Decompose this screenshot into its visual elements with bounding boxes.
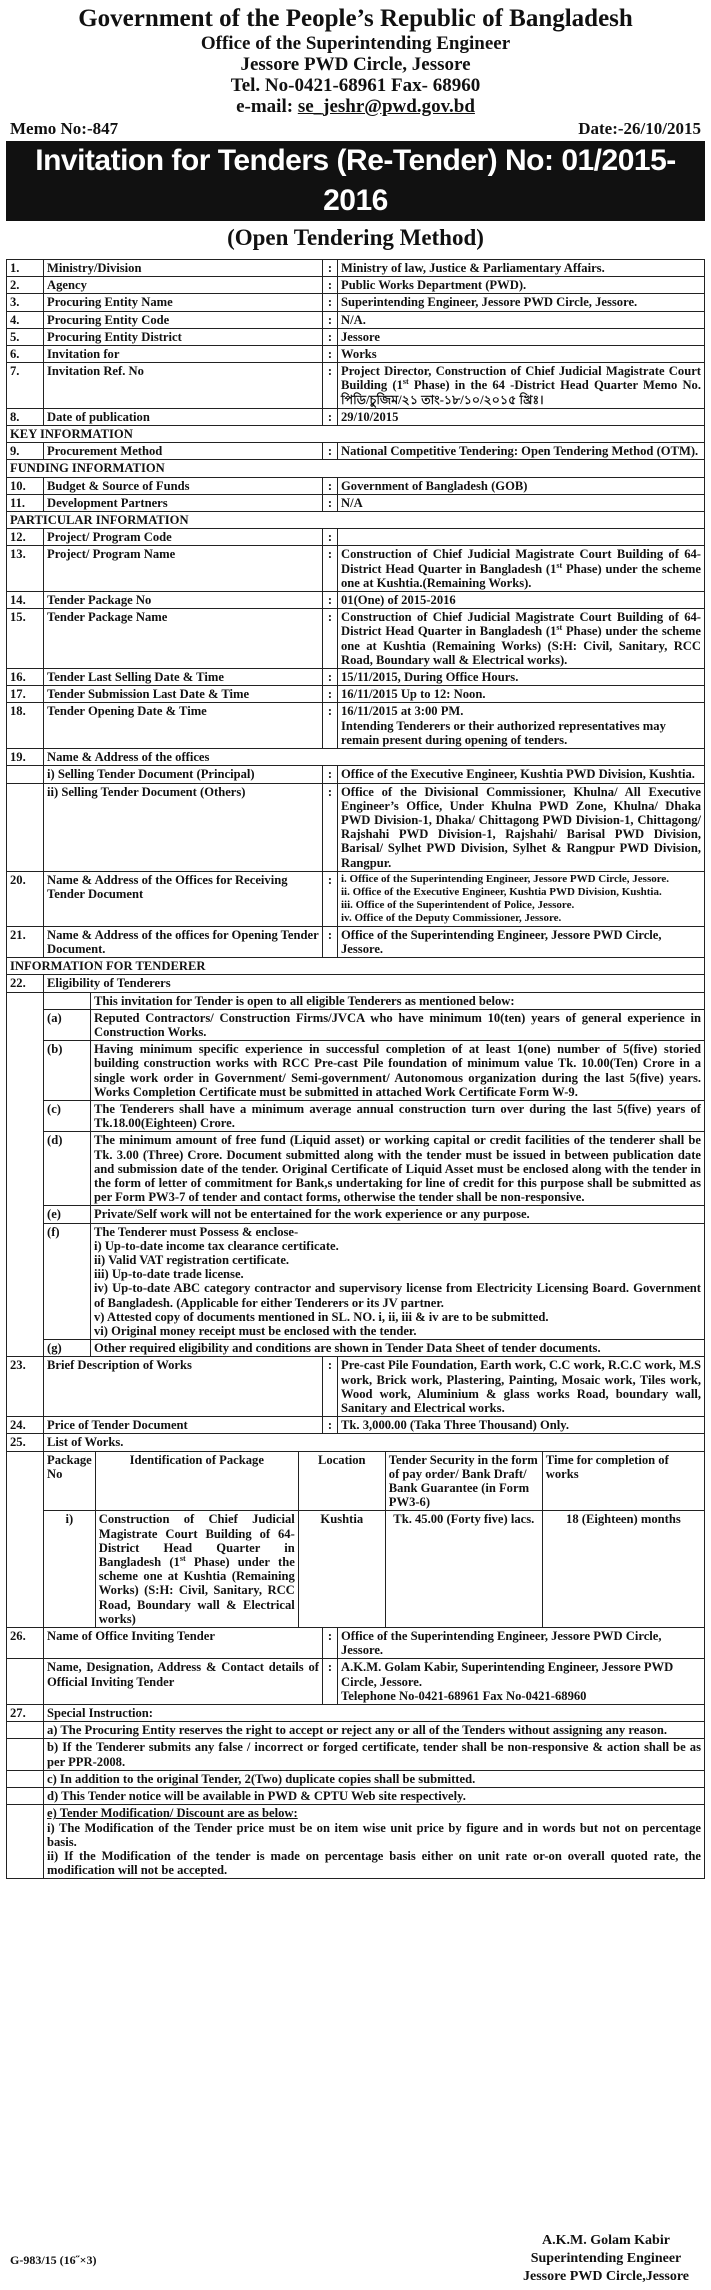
- row-label: List of Works.: [44, 1434, 705, 1451]
- colon: :: [323, 926, 338, 957]
- row-value: 29/10/2015: [338, 408, 705, 425]
- row-label: Name & Address of the offices: [44, 749, 705, 766]
- row-value: N/A.: [338, 311, 705, 328]
- value-part: Construction of Chief Judicial Magistrate Court Building of 64-District Head Quarter in Bangladesh (1: [341, 610, 701, 639]
- instruction-text: a) The Procuring Entity reserves the right to accept or reject any or all of the Tenders without assigning any reason.: [44, 1722, 705, 1739]
- table-row: [7, 311, 705, 328]
- eligibility-row: [44, 1223, 704, 1340]
- colon: :: [323, 363, 338, 409]
- row-label: Tender Opening Date & Time: [44, 703, 323, 749]
- eligibility-key: (d): [44, 1132, 91, 1206]
- value-line: v) Attested copy of documents mentioned in SL. NO. i, ii, iii & iv are to be submitted.: [94, 1309, 549, 1324]
- row-value: Ministry of law, Justice & Parliamentary Affairs.: [338, 260, 705, 277]
- table-row: [7, 669, 705, 686]
- row-label: Invitation for: [44, 346, 323, 363]
- row-number: 11.: [7, 494, 44, 511]
- column-header: Package No: [44, 1452, 95, 1511]
- row-number: [7, 1659, 44, 1705]
- row-value: [338, 871, 705, 926]
- eligibility-key: (c): [44, 1100, 91, 1131]
- table-cell: [95, 1511, 298, 1627]
- value-line: Telephone No-0421-68961 Fax No-0421-68960: [341, 1688, 587, 1703]
- row-number: [7, 1722, 44, 1739]
- instruction-text: b) If the Tenderer submits any false / incorrect or forged certificate, tender shall be non-responsive & action shall be as per PPR-2008.: [44, 1739, 705, 1770]
- row-number: 13.: [7, 546, 44, 592]
- colon: :: [323, 477, 338, 494]
- row-number: 2.: [7, 277, 44, 294]
- value-line: iv. Office of the Deputy Commissioner, Jessore.: [341, 911, 562, 924]
- table-row: [7, 529, 705, 546]
- table-row: [7, 975, 705, 992]
- section-title: INFORMATION FOR TENDERER: [7, 958, 705, 975]
- value-part: Construction of Chief Judicial Magistrate Court Building of 64-District Head Quarter in Bangladesh (1: [98, 1512, 295, 1570]
- colon: :: [323, 766, 338, 783]
- value-part: Phase) in the 64 -District Head Quarter Memo No. পিডি/চুজিম/২১ তাং-১৮/১০/২০১৫ খ্রিঃ।: [341, 378, 701, 407]
- value-line: vi) Original money receipt must be enclosed with the tender.: [94, 1324, 417, 1338]
- row-value: Office of the Superintending Engineer, Jessore PWD Circle, Jessore.: [338, 1628, 705, 1659]
- eligibility-key: (e): [44, 1206, 91, 1223]
- colon: :: [323, 260, 338, 277]
- instruction-row: [7, 1805, 705, 1879]
- row-number: 6.: [7, 346, 44, 363]
- table-row: [7, 1434, 705, 1451]
- value-line: The Tenderer must Possess & enclose-: [94, 1224, 299, 1239]
- row-number: 19.: [7, 749, 44, 766]
- row-label: Ministry/Division: [44, 260, 323, 277]
- row-number: [7, 1739, 44, 1770]
- instruction-text: [44, 1805, 705, 1879]
- eligibility-row: [44, 993, 704, 1010]
- row-value: Superintending Engineer, Jessore PWD Circle, Jessore.: [338, 294, 705, 311]
- section-header: [7, 512, 705, 529]
- row-value: Public Works Department (PWD).: [338, 277, 705, 294]
- tender-banner: Invitation for Tenders (Re-Tender) No: 01/2015-2016: [6, 141, 705, 221]
- eligibility-text: The Tenderers shall have a minimum average annual construction turn over during the last 5(five) years of Tk.18.00(Eighteen) Crore.: [91, 1100, 705, 1131]
- memo-line: [6, 119, 705, 139]
- row-label: i) Selling Tender Document (Principal): [44, 766, 323, 783]
- column-header: Identification of Package: [95, 1452, 298, 1511]
- row-number: 9.: [7, 443, 44, 460]
- eligibility-text: Reputed Contractors/ Construction Firms/JVCA who have minimum 10(ten) years of general experience in Construction Works.: [91, 1009, 705, 1040]
- section-title: PARTICULAR INFORMATION: [7, 512, 705, 529]
- table-row: [7, 592, 705, 609]
- row-value: [338, 529, 705, 546]
- colon: :: [323, 346, 338, 363]
- row-label: Procurement Method: [44, 443, 323, 460]
- row-label: Special Instruction:: [44, 1705, 705, 1722]
- eligibility-text: Other required eligibility and conditions are shown in Tender Data Sheet of tender documents.: [91, 1340, 705, 1357]
- colon: :: [323, 1417, 338, 1434]
- row-number: 10.: [7, 477, 44, 494]
- column-header: Location: [298, 1452, 385, 1511]
- section-title: FUNDING INFORMATION: [7, 460, 705, 477]
- row-label: Date of publication: [44, 408, 323, 425]
- row-number: 12.: [7, 529, 44, 546]
- table-row: [7, 766, 705, 783]
- column-header: Tender Security in the form of pay order/ Bank Draft/ Bank Guarantee (in Form PW3-6): [385, 1452, 542, 1511]
- row-value: Office of the Executive Engineer, Kushtia PWD Division, Kushtia.: [338, 766, 705, 783]
- eligibility-row: [44, 1009, 704, 1040]
- colon: :: [323, 686, 338, 703]
- table-row: [7, 1659, 705, 1705]
- row-value: National Competitive Tendering: Open Tendering Method (OTM).: [338, 443, 705, 460]
- superscript: st: [179, 1553, 186, 1563]
- table-cell: 18 (Eighteen) months: [542, 1511, 704, 1627]
- table-row: [7, 1417, 705, 1434]
- row-label: Tender Submission Last Date & Time: [44, 686, 323, 703]
- colon: :: [323, 592, 338, 609]
- colon: :: [323, 1659, 338, 1705]
- works-row: [44, 1511, 704, 1627]
- row-value: [338, 363, 705, 409]
- eligibility-table: [44, 993, 704, 1357]
- table-row: [7, 443, 705, 460]
- value-part: Phase) under the scheme one at Kushtia.(Remaining Works).: [341, 561, 701, 590]
- signatory-name: A.K.M. Golam Kabir: [542, 2233, 670, 2248]
- table-cell: Kushtia: [298, 1511, 385, 1627]
- value-part: Phase) under the scheme one at Kushtia (Remaining Works) (S:H: Civil, Sanitary, RCC Road, Boundary wall & Electrical works).: [341, 624, 701, 667]
- row-number: 8.: [7, 408, 44, 425]
- value-line: i) The Modification of the Tender price must be on item wise unit price by figure and in words but not on percentage basis.: [47, 1820, 701, 1849]
- table-row: [7, 1705, 705, 1722]
- row-value: Government of Bangladesh (GOB): [338, 477, 705, 494]
- row-number: 27.: [7, 1705, 44, 1722]
- row-label: Name & Address of the offices for Opening Tender Document.: [44, 926, 323, 957]
- row-value: Pre-cast Pile Foundation, Earth work, C.C work, R.C.C work, M.S work, Brick work, Plastering, Painting, Mosaic work, Tiles work, Wood work, Aluminium & glass works Road, boundary wall, Sanitary and Electrical works.: [338, 1357, 705, 1417]
- eligibility-block: [7, 992, 705, 1357]
- row-label: Tender Last Selling Date & Time: [44, 669, 323, 686]
- value-line: ii) Valid VAT registration certificate.: [94, 1252, 290, 1267]
- section-header: [7, 426, 705, 443]
- colon: :: [323, 871, 338, 926]
- superscript: st: [402, 377, 409, 387]
- value-line: ii) If the Modification of the tender is made on percentage basis either on unit rate or-on overall quoted rate, the modification will not be accepted.: [47, 1848, 701, 1878]
- instruction-row: [7, 1739, 705, 1770]
- row-number: 16.: [7, 669, 44, 686]
- row-number: 23.: [7, 1357, 44, 1417]
- instruction-row: [7, 1722, 705, 1739]
- colon: :: [323, 277, 338, 294]
- section-header: [7, 958, 705, 975]
- office-telephone: Tel. No-0421-68961 Fax- 68960: [230, 75, 481, 96]
- row-label: Invitation Ref. No: [44, 363, 323, 409]
- table-row: [7, 1357, 705, 1417]
- row-number: 20.: [7, 871, 44, 926]
- value-line: iv) Up-to-date ABC category contractor and supervisory license from Electricity Licensing Board. Government of Bangladesh. (Applicable for either Tenderers or its JV partner.: [94, 1281, 701, 1310]
- table-row: [7, 749, 705, 766]
- tender-notice-page: [0, 4, 711, 2290]
- section-header: [7, 460, 705, 477]
- row-label: Project/ Program Name: [44, 546, 323, 592]
- row-number: 17.: [7, 686, 44, 703]
- eligibility-key: (a): [44, 1009, 91, 1040]
- row-number: 18.: [7, 703, 44, 749]
- table-cell: Tk. 45.00 (Forty five) lacs.: [385, 1511, 542, 1627]
- signature-block: [523, 2232, 689, 2286]
- colon: :: [323, 703, 338, 749]
- row-number: [7, 992, 44, 1357]
- works-table: [44, 1452, 704, 1627]
- table-row: [7, 686, 705, 703]
- office-name: Office of the Superintending Engineer: [200, 33, 511, 54]
- email-label: e-mail:: [236, 96, 298, 117]
- row-value: Office of the Superintending Engineer, Jessore PWD Circle, Jessore.: [338, 926, 705, 957]
- value-line: ii. Office of the Executive Engineer, Kushtia PWD Division, Kushtia.: [341, 885, 662, 898]
- table-row: [7, 260, 705, 277]
- value-part: Phase) under the scheme one at Kushtia (Remaining Works) (S:H: Civil, Sanitary, RCC Road, Boundary wall & Electrical works): [98, 1555, 295, 1626]
- row-label: Development Partners: [44, 494, 323, 511]
- eligibility-text: Private/Self work will not be entertained for the work experience or any purpose.: [91, 1206, 705, 1223]
- memo-date: Date:-26/10/2015: [578, 119, 701, 138]
- row-value: Jessore: [338, 328, 705, 345]
- table-row: [7, 363, 705, 409]
- row-number: 3.: [7, 294, 44, 311]
- signatory-designation: Superintending Engineer: [530, 2251, 682, 2266]
- row-value: [338, 703, 705, 749]
- eligibility-row: [44, 1041, 704, 1101]
- table-row: [7, 408, 705, 425]
- row-number: 22.: [7, 975, 44, 992]
- value-line: iii. Office of the Superintendent of Police, Jessore.: [341, 898, 575, 911]
- row-label: Tender Package Name: [44, 609, 323, 669]
- works-cell: [44, 1451, 705, 1627]
- eligibility-row: [44, 1100, 704, 1131]
- gazette-number: G-983/15 (16˝×3): [10, 2253, 97, 2267]
- table-row: [7, 783, 705, 871]
- row-number: [7, 1805, 44, 1879]
- table-row: [7, 277, 705, 294]
- tender-method: (Open Tendering Method): [227, 225, 484, 250]
- colon: :: [323, 1628, 338, 1659]
- colon: :: [323, 783, 338, 871]
- superscript: st: [556, 623, 563, 633]
- row-label: Price of Tender Document: [44, 1417, 323, 1434]
- email-link[interactable]: se_jeshr@pwd.gov.bd: [297, 96, 475, 117]
- row-number: 25.: [7, 1434, 44, 1451]
- row-value: Tk. 3,000.00 (Taka Three Thousand) Only.: [338, 1417, 705, 1434]
- memo-number: Memo No:-847: [10, 119, 119, 138]
- table-row: [7, 477, 705, 494]
- row-value: [338, 546, 705, 592]
- section-title: KEY INFORMATION: [7, 426, 705, 443]
- table-row: [7, 328, 705, 345]
- colon: :: [323, 311, 338, 328]
- table-row: [7, 346, 705, 363]
- table-row: [7, 609, 705, 669]
- row-value: [338, 609, 705, 669]
- instruction-text: c) In addition to the original Tender, 2(Two) duplicate copies shall be submitted.: [44, 1770, 705, 1787]
- table-cell: i): [44, 1511, 95, 1627]
- works-header-row: [44, 1452, 704, 1511]
- row-label: Name, Designation, Address & Contact details of Official Inviting Tender: [44, 1659, 323, 1705]
- instruction-row: [7, 1770, 705, 1787]
- row-label: Tender Package No: [44, 592, 323, 609]
- row-number: [7, 783, 44, 871]
- row-number: 21.: [7, 926, 44, 957]
- row-value: 15/11/2015, During Office Hours.: [338, 669, 705, 686]
- eligibility-text: [91, 1223, 705, 1340]
- table-row: [7, 1628, 705, 1659]
- instruction-row: [7, 1788, 705, 1805]
- row-number: 14.: [7, 592, 44, 609]
- value-line: i) Up-to-date income tax clearance certificate.: [94, 1238, 339, 1253]
- eligibility-row: [44, 1206, 704, 1223]
- row-number: 15.: [7, 609, 44, 669]
- eligibility-intro: This invitation for Tender is open to all eligible Tenderers as mentioned below:: [91, 993, 705, 1010]
- row-number: 26.: [7, 1628, 44, 1659]
- colon: :: [323, 669, 338, 686]
- row-number: 5.: [7, 328, 44, 345]
- row-label: Brief Description of Works: [44, 1357, 323, 1417]
- colon: :: [323, 408, 338, 425]
- government-title: Government of the People’s Republic of Bangladesh: [78, 5, 633, 32]
- row-label: Name of Office Inviting Tender: [44, 1628, 323, 1659]
- column-header: Time for completion of works: [542, 1452, 704, 1511]
- table-row: [7, 703, 705, 749]
- row-value: 16/11/2015 Up to 12: Noon.: [338, 686, 705, 703]
- value-line: 16/11/2015 at 3:00 PM.: [341, 704, 464, 719]
- row-value: N/A: [338, 494, 705, 511]
- table-row: [7, 926, 705, 957]
- colon: :: [323, 546, 338, 592]
- table-row: [7, 546, 705, 592]
- row-label: Agency: [44, 277, 323, 294]
- row-label: Procuring Entity District: [44, 328, 323, 345]
- office-email-line: [6, 96, 705, 117]
- row-value: [338, 1659, 705, 1705]
- colon: :: [323, 609, 338, 669]
- row-label: ii) Selling Tender Document (Others): [44, 783, 323, 871]
- eligibility-row: [44, 1340, 704, 1357]
- table-row: [7, 494, 705, 511]
- value-line: A.K.M. Golam Kabir, Superintending Engineer, Jessore PWD Circle, Jessore.: [341, 1660, 674, 1689]
- table-row: [7, 871, 705, 926]
- value-part: Project Director, Construction of Chief Judicial Magistrate Court Building (1: [341, 364, 701, 393]
- value-line: iii) Up-to-date trade license.: [94, 1267, 244, 1282]
- works-block: [7, 1451, 705, 1627]
- table-row: [7, 294, 705, 311]
- eligibility-key: (b): [44, 1041, 91, 1101]
- value-line: e) Tender Modification/ Discount are as below:: [47, 1806, 298, 1821]
- eligibility-text: The minimum amount of free fund (Liquid asset) or working capital or credit facilities of the tenderer shall be Tk. 3.00 (Three) Crore. Document submitted along with the tender must be issued in between publication date and submission date of the tender. Original Certificate of Liquid Asset must be enclosed along with the tender in the form of letter of commitment for Bank,s undertaking for line of credit for this purpose shall be submitted as per Form PW3-7 of tender and contact forms, otherwise the tender shall be non-responsive.: [91, 1132, 705, 1206]
- colon: :: [323, 294, 338, 311]
- row-number: 24.: [7, 1417, 44, 1434]
- eligibility-cell: [44, 992, 705, 1357]
- colon: :: [323, 328, 338, 345]
- value-part: Construction of Chief Judicial Magistrate Court Building of 64-District Head Quarter in Bangladesh (1: [341, 547, 701, 576]
- colon: :: [323, 1357, 338, 1417]
- row-value: Office of the Divisional Commissioner, Khulna/ All Executive Engineer’s Office, Under Khulna PWD Zone, Khulna/ Dhaka PWD Division-1, Dhaka/ Chittagong PWD Division-1, Chittagong/ Rajshahi PWD Division-1, Rajshahi/ Barisal PWD Division, Barisal/ Sylhet PWD Division, Sylhet & Rangpur PWD Division, Rangpur.: [338, 783, 705, 871]
- colon: :: [323, 494, 338, 511]
- row-label: Procuring Entity Name: [44, 294, 323, 311]
- row-number: [7, 1451, 44, 1627]
- instruction-text: d) This Tender notice will be available in PWD & CPTU Web site respectively.: [44, 1788, 705, 1805]
- row-label: Name & Address of the Offices for Receiving Tender Document: [44, 871, 323, 926]
- row-label: Eligibility of Tenderers: [44, 975, 705, 992]
- row-number: 4.: [7, 311, 44, 328]
- value-line: Intending Tenderers or their authorized representatives may remain present during opening of tenders.: [341, 718, 666, 747]
- row-label: Project/ Program Code: [44, 529, 323, 546]
- eligibility-row: [44, 1132, 704, 1206]
- eligibility-key: (f): [44, 1223, 91, 1340]
- row-number: 7.: [7, 363, 44, 409]
- row-value: Works: [338, 346, 705, 363]
- eligibility-text: Having minimum specific experience in successful completion of at least 1(one) number of 5(five) storied building construction works with RCC Pre-cast Pile foundation of minimum value Tk. 10.00(Ten) Crore in a single work order in Government/ Semi-government/ Autonomous organization during the last 5(five) years. Works Completion Certificate must be submitted in attached Work Certificate Form W-9.: [91, 1041, 705, 1101]
- signatory-office: Jessore PWD Circle,Jessore: [522, 2269, 689, 2284]
- office-circle: Jessore PWD Circle, Jessore: [240, 54, 471, 75]
- colon: :: [323, 443, 338, 460]
- row-label: Procuring Entity Code: [44, 311, 323, 328]
- superscript: st: [556, 560, 563, 570]
- row-label: Budget & Source of Funds: [44, 477, 323, 494]
- row-number: [7, 766, 44, 783]
- eligibility-key: (g): [44, 1340, 91, 1357]
- row-number: 1.: [7, 260, 44, 277]
- tender-table: [6, 259, 705, 1879]
- value-line: i. Office of the Superintending Engineer, Jessore PWD Circle, Jessore.: [341, 872, 670, 885]
- colon: :: [323, 529, 338, 546]
- row-number: [7, 1788, 44, 1805]
- row-value: 01(One) of 2015-2016: [338, 592, 705, 609]
- row-number: [7, 1770, 44, 1787]
- eligibility-key: [44, 993, 91, 1010]
